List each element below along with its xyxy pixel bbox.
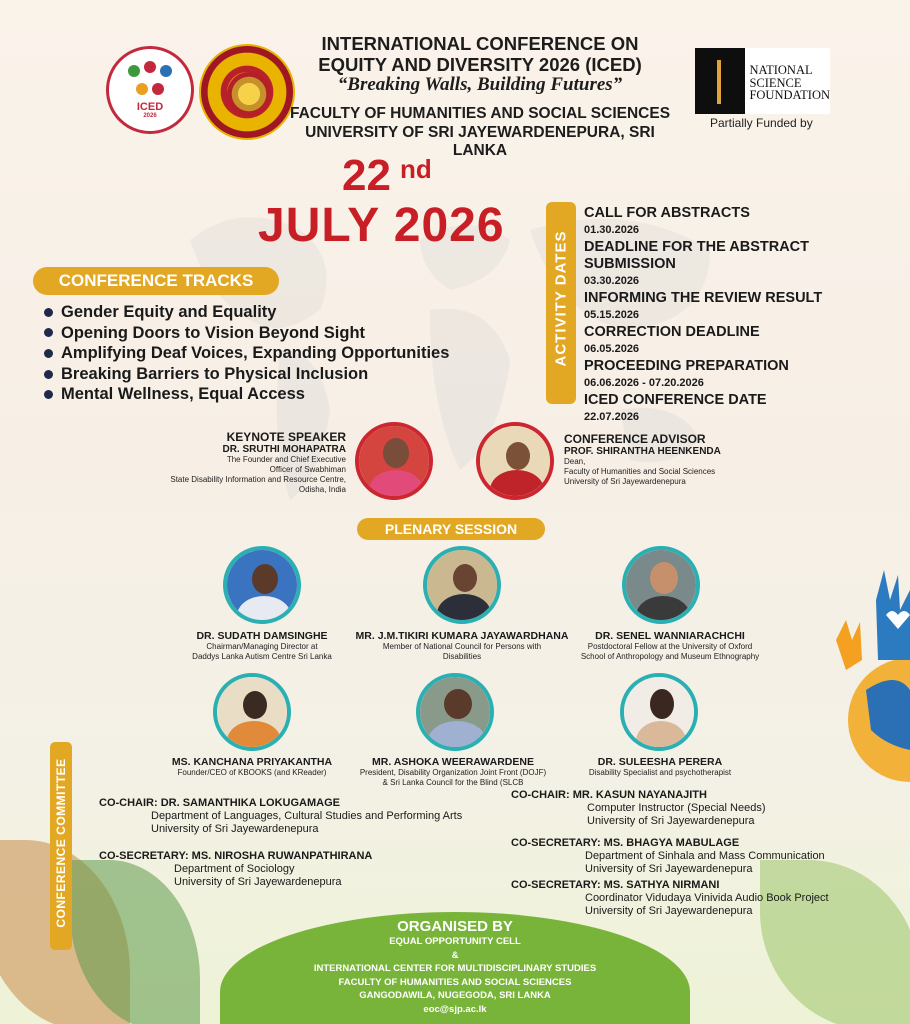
- committee-member: CO-CHAIR: MR. KASUN NAYANAJITH Computer Instructor (Special Needs) University of Sri Jayewardenepura: [511, 789, 766, 827]
- committee-member: CO-SECRETARY: MS. SATHYA NIRMANI Coordinator Vidudaya Vinivida Audio Book Project University of Sri Jayewardenepura: [511, 879, 829, 917]
- track-item: Breaking Barriers to Physical Inclusion: [44, 364, 449, 385]
- plenary-speaker-info: MR. J.M.TIKIRI KUMARA JAYAWARDHANA Member of National Council for Persons with Disabilities: [355, 630, 569, 661]
- conference-advisor-info: CONFERENCE ADVISOR PROF. SHIRANTHA HEENKENDA Dean, Faculty of Humanities and Social Sciences University of Sri Jayewardenepura: [564, 432, 824, 487]
- plenary-speaker-info: DR. SULEESHA PERERA Disability Specialist and psychotherapist: [588, 756, 732, 777]
- plenary-speaker-info: DR. SENEL WANNIARACHCHI Postdoctoral Fellow at the University of Oxford School of Anthropology and Museum Ethnography: [580, 630, 760, 661]
- organised-by-footer: ORGANISED BY EQUAL OPPORTUNITY CELL & INTERNATIONAL CENTER FOR MULTIDISCIPLINARY STUDIES FACULTY OF HUMANITIES AND SOCIAL SCIENCES GANGODAWILA, NUGEGODA, SRI LANKA eoc@sjp.ac.lk: [240, 918, 670, 1016]
- activity-item: CALL FOR ABSTRACTS 01.30.2026: [584, 205, 750, 236]
- conference-tracks-list: [44, 302, 449, 405]
- conference-tagline: “Breaking Walls, Building Futures”: [337, 74, 623, 95]
- nsf-logo: [695, 48, 830, 114]
- organised-by-title: ORGANISED BY: [397, 918, 513, 935]
- bullet-icon: [44, 370, 53, 379]
- plenary-speaker-photo: [213, 673, 291, 751]
- sponsor-caption: Partially Funded by: [710, 116, 813, 130]
- conference-day-suffix: nd: [400, 154, 432, 184]
- bullet-icon: [44, 390, 53, 399]
- plenary-speaker-photo: [223, 546, 301, 624]
- conference-advisor-photo: [476, 422, 554, 500]
- plenary-speaker-photo: [620, 673, 698, 751]
- activity-item: CORRECTION DEADLINE 06.05.2026: [584, 324, 760, 355]
- university-line: UNIVERSITY OF SRI JAYEWARDENEPURA, SRI LANKA: [305, 124, 655, 159]
- advisor-title: CONFERENCE ADVISOR: [564, 432, 706, 446]
- bullet-icon: [44, 308, 53, 317]
- conference-month-year: JULY 2026: [258, 199, 505, 252]
- plenary-speaker-photo: [622, 546, 700, 624]
- conference-committee-label: CONFERENCE COMMITTEE: [50, 742, 72, 950]
- conference-tracks-heading: CONFERENCE TRACKS: [33, 267, 279, 295]
- plenary-speaker-info: MS. KANCHANA PRIYAKANTHA Founder/CEO of KBOOKS (and KReader): [171, 756, 333, 777]
- conference-title-line2: EQUITY AND DIVERSITY 2026 (ICED): [318, 54, 642, 75]
- activity-dates-list: [584, 205, 904, 426]
- iced-logo-text: ICED: [136, 101, 164, 113]
- keynote-title: KEYNOTE SPEAKER: [226, 430, 346, 444]
- bullet-icon: [44, 349, 53, 358]
- conference-day: 22: [342, 151, 391, 200]
- keynote-name: DR. SRUTHI MOHAPATRA: [222, 444, 346, 455]
- plenary-speaker-photo: [416, 673, 494, 751]
- track-item: Opening Doors to Vision Beyond Sight: [44, 323, 449, 344]
- plenary-speaker-info: MR. ASHOKA WEERAWARDENE President, Disability Organization Joint Front (DOJF) & Sri Lanka Council for the Blind (SLCB: [359, 756, 547, 787]
- iced-logo: [106, 46, 194, 134]
- keynote-speaker-info: KEYNOTE SPEAKER DR. SRUTHI MOHAPATRA The Founder and Chief Executive Officer of Swabhiman State Disability Information and Resource Centre, Odisha, India: [110, 430, 346, 495]
- committee-member: CO-CHAIR: DR. SAMANTHIKA LOKUGAMAGE Department of Languages, Cultural Studies and Performing Arts University of Sri Jayewardenepura: [99, 797, 463, 835]
- university-seal-logo: [199, 44, 295, 140]
- nsf-logo-line: FOUNDATION: [749, 88, 830, 102]
- track-item: Mental Wellness, Equal Access: [44, 384, 449, 405]
- activity-item: INFORMING THE REVIEW RESULT 05.15.2026: [584, 290, 823, 321]
- activity-dates-label: ACTIVITY DATES: [546, 202, 576, 404]
- activity-item: ICED CONFERENCE DATE 22.07.2026: [584, 392, 767, 423]
- plenary-speaker-info: DR. SUDATH DAMSINGHE Chairman/Managing Director at Daddys Lanka Autism Centre Sri Lanka: [192, 630, 332, 661]
- conference-title-line1: INTERNATIONAL CONFERENCE ON: [321, 33, 639, 54]
- bullet-icon: [44, 328, 53, 337]
- committee-member: CO-SECRETARY: MS. BHAGYA MABULAGE Department of Sinhala and Mass Communication University of Sri Jayewardenepura: [511, 837, 825, 875]
- nsf-logo-line: NATIONAL: [749, 63, 813, 77]
- plenary-session-heading: PLENARY SESSION: [357, 518, 545, 540]
- faculty-line: FACULTY OF HUMANITIES AND SOCIAL SCIENCES: [289, 105, 671, 122]
- track-item: Amplifying Deaf Voices, Expanding Opportunities: [44, 343, 449, 364]
- contact-email: eoc@sjp.ac.lk: [423, 1003, 487, 1015]
- track-item: Gender Equity and Equality: [44, 302, 449, 323]
- keynote-speaker-photo: [355, 422, 433, 500]
- nsf-logo-line: SCIENCE: [749, 75, 802, 90]
- committee-member: CO-SECRETARY: MS. NIROSHA RUWANPATHIRANA Department of Sociology University of Sri Jayewardenepura: [99, 850, 373, 888]
- activity-item: PROCEEDING PREPARATION 06.06.2026 - 07.20.2026: [584, 358, 789, 389]
- advisor-name: PROF. SHIRANTHA HEENKENDA: [564, 446, 721, 457]
- plenary-speaker-photo: [423, 546, 501, 624]
- activity-item: DEADLINE FOR THE ABSTRACT SUBMISSION 03.30.2026: [584, 239, 810, 287]
- globe-hands-illustration: [826, 570, 910, 790]
- iced-logo-year: 2026: [143, 113, 157, 119]
